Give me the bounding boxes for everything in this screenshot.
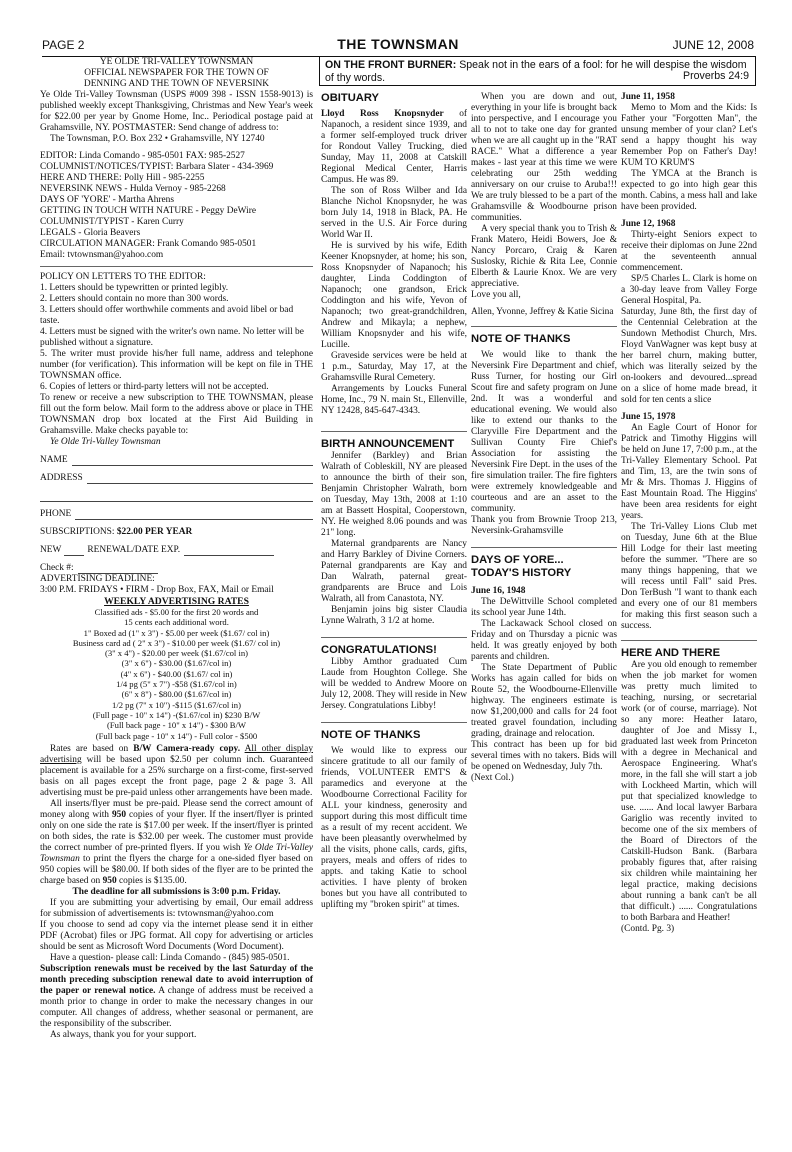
rate-line: 1/4 pg (5" x 7") -$58 ($1.67/col in) [116, 679, 237, 690]
divider [471, 547, 617, 548]
subscribe-instructions: To renew or receive a new subscription to THE TOWNSMAN, please fill out the form below. Mail form to the address above or place in THE TOWNSMAN drop box located at the First Aid Building in Grahamsville. Make checks payable to: [40, 393, 313, 436]
rates-policy: Rates are based on B/W Camera-ready copy. All other display advertising will be based upon $2.50 per column inch. Guaranteed placement is available for a 25% surcharge on a first-come, first-served basis on all pages except the front page, page 2 & page 3. All advertising must be pre-paid unless other arrangements have been made. [40, 743, 314, 798]
obituary-paragraph: Lloyd Ross Knopsnyder of Napanoch, a resident since 1939, and a former self-employed truck driver for Rondout Valley Trucking, died Sunday, May 11, 2008 at Catskill Regional Medical Center, Harris Campus. He was 89. [321, 109, 467, 185]
yore-continued: (Next Col.) [471, 773, 514, 783]
staff-here-and-there: HERE AND THERE: Polly Hill - 985-2255 [40, 173, 205, 183]
policy-item: 6. Copies of letters or third-party letters will not be accepted. [40, 382, 269, 392]
obituary-paragraph: Graveside services were be held at 1 p.m., Saturday, May 17, at the Grahamsville Rural Cemetery. [321, 351, 467, 383]
obituary-paragraph: He is survived by his wife, Edith Keener Knopsnyder, at home; his son, Ross Knopsnyder of Napanoch; his daughter, Linda Coddington of Napanoch; one grandson, Erick Coddington and his wife, Yevon of Napanoch; two great-grandchildren, Andrew and Mikayla; a nephew, William Knopsnyder and his wife, Lucille. [321, 241, 467, 350]
staff-neversink-news: NEVERSINK NEWS - Hulda Vernoy - 985-2268 [40, 184, 226, 194]
staff-nature: GETTING IN TOUCH WITH NATURE - Peggy DeWire [40, 206, 256, 216]
address-label: ADDRESS [40, 473, 83, 483]
yore-paragraph: Memo to Mom and the Kids: Is Father your "Forgotten Man", the unsung member of your clan? Let's send a happy thought his way Remember Pop on Father's Day! KUM TO KRUM'S [621, 103, 757, 168]
phone-label: PHONE [40, 509, 72, 519]
thanks-heading: NOTE OF THANKS [471, 333, 571, 345]
column-4 [621, 92, 757, 935]
column-2 [321, 92, 467, 911]
masthead-title: YE OLDE TRI-VALLEY TOWNSMAN [99, 57, 254, 67]
name-label: NAME [40, 455, 68, 465]
staff-editor: EDITOR: Linda Comando - 985-0501 FAX: 985-2527 [40, 151, 245, 161]
policy-item: 5. The writer must provide his/her full name, address and telephone number (for verification). This information will be kept on file in THE TOWNSMAN office. [40, 349, 313, 381]
congrats-heading: CONGRATULATIONS! [321, 644, 437, 656]
yore-paragraph: The Lackawack School closed on Friday and on Thursday a picnic was held. It was greatly enjoyed by both parents and children. [471, 619, 617, 662]
staff-legals: LEGALS - Gloria Beavers [40, 228, 141, 238]
check-field[interactable] [40, 556, 313, 574]
masthead-intro: Ye Olde Tri-Valley Townsman (USPS #009 398 - ISSN 1558-9013) is published weekly except Thanksgiving, Christmas and New Year's week for $22.00 per year by Gnome Home, Inc.. Periodical postage paid at Grahamsville, NY. POSTMASTER: Send change of address to: [40, 90, 313, 133]
rate-line: 1/2 pg (7" x 10") -$115 ($1.67/col in) [112, 699, 241, 710]
rate-line: Business card ad ( 2" x 3") - $10.00 per week ($1.67/ col in) [72, 637, 281, 648]
staff-typist: COLUMNIST/TYPIST - Karen Curry [40, 217, 184, 227]
yore-date: June 15, 1978 [621, 412, 676, 422]
policy-item: 2. Letters should contain no more than 300 words. [40, 294, 229, 304]
staff-days-of-yore: DAYS OF 'YORE' - Martha Ahrens [40, 195, 175, 205]
new-checkbox[interactable] [64, 555, 84, 556]
payable-to: Ye Olde Tri-Valley Townsman [50, 437, 161, 447]
yore-paragraph: Thirty-eight Seniors expect to receive their diplomas on June 22nd at the seventeenth annual commencement. [621, 230, 757, 273]
rate-line: (3" x 6") - $30.00 ($1.67/col in) [121, 658, 232, 669]
internet-policy: If you choose to send ad copy via the internet please send it in either PDF (Acrobat) files or JPG format. All copy for advertising or articles should be sent as Microsoft Word Documents (Word Document). [40, 919, 313, 952]
renewal-policy: Subscription renewals must be received by the last Saturday of the month preceding subsciption renewal date to avoid interruption of the paper or renewal notice. A change of address must be received a month prior to change in order to make the necessary changes in our computer. All changes of address, whether seasonal or permanent, are the responsibility of the subscriber. [40, 963, 314, 1029]
yore-paragraph: Saturday, June 8th, the first day of the Centennial Celebration at the Sundown Methodist Church, Mrs. Floyd VanWagner was kept busy at her barrel churn, making butter, which was literally seized by the on-lookers and devoured...spread on a slice of home made bread, it sold for ten cents a slice [621, 307, 757, 405]
rates-title: WEEKLY ADVERTISING RATES [104, 596, 249, 607]
yore-heading: DAYS OF YORE... [471, 554, 564, 566]
rate-line: 1" Boxed ad (1" x 3") - $5.00 per week ($1.67/ col in) [83, 627, 270, 638]
here-and-there-continued: (Contd. Pg. 3) [621, 924, 675, 934]
thank-you-note: As always, thank you for your support. [50, 1029, 197, 1040]
yore-paragraph: The DeWittville School completed its school year June 14th. [471, 597, 617, 618]
obituary-paragraph: Arrangements by Loucks Funeral Home, Inc., 79 N. main St., Ellenville, NY 12428, 845-647-4343. [321, 384, 467, 416]
rate-line: (Full page - 10" x 14") -($1.67/col in) $230 B/W [92, 709, 261, 720]
column-3 [471, 92, 617, 784]
address-field[interactable] [40, 466, 313, 484]
divider [321, 431, 467, 432]
subscription-price [40, 520, 313, 538]
question-contact: Have a question- please call: Linda Comando - (845) 985-0501. [50, 952, 290, 963]
renewal-label: RENEWAL/DATE EXP. [87, 545, 181, 555]
here-and-there-text: Are you old enough to remember when the job market for women was pretty much limited to teaching, nursing, or secretarial work (or of course, marriage). Not so any more: Heather Iataro, daughter of Joe and Missy I., graduated last week from Princeton with a degree in Mechanical and Aerospace Engineering. What's more, in the fall she will start a job with Lockheed Martin, which will put that specialized knowledge to use. ...... And local lawyer Barbara Gariglio was recently invited to become one of the six members of the Board of Directors of the Catskill-Hudson Bank. (Barbara probably figures that, after raising six children while maintaining her legal practice, making decisions about running a bank can't be all that difficult.) ...... Congratulations to both Barbara and Heather! [621, 660, 757, 923]
yore-date: June 16, 1948 [471, 586, 526, 596]
newspaper-page [38, 34, 758, 1144]
obituary-heading: OBITUARY [321, 92, 380, 104]
policy-title: POLICY ON LETTERS TO THE EDITOR: [40, 272, 206, 282]
yore-date: June 11, 1958 [621, 92, 675, 102]
deadline-title: ADVERTISING DEADLINE: [40, 574, 155, 584]
thanks-paragraph: When you are down and out, everything in your life is brought back into perspective, and I encourage you all to not to take one day for granted when we are all caught up in the "RAT RACE." What a difference a year makes - last year at this time we were celebrating our 25th wedding anniversary on our cruise to Aruba!!! We are truly blessed to be a part of the Grahamsville & Woodbourne prison communities. [471, 92, 617, 223]
thanks-signature: Allen, Yvonne, Jeffrey & Katie Sicina [471, 307, 614, 317]
rate-line: (6" x 8") - $80.00 ($1.67/col in) [121, 689, 232, 700]
rate-line: (Full back page - 10" x 14") - Full color - $500 [95, 730, 258, 741]
yore-paragraph: The YMCA at the Branch is expected to go into high gear this month. Cabins, a mess hall and lake have been provided. [621, 169, 757, 212]
birth-heading: BIRTH ANNOUNCEMENT [321, 438, 455, 450]
yore-subheading: TODAY'S HISTORY [471, 567, 572, 579]
thanks-closing: Love you all, [471, 290, 521, 300]
front-burner-label: ON THE FRONT BURNER: [325, 59, 457, 71]
front-burner-box [319, 56, 756, 86]
issue-date: JUNE 12, 2008 [672, 38, 754, 52]
masthead-line2: DENNING AND THE TOWN OF NEVERSINK [83, 79, 270, 89]
policy-item: 4. Letters must be signed with the writer's own name. No letter will be published without a signature. [40, 327, 304, 348]
birth-paragraph: Maternal grandparents are Nancy and Harry Barkley of Divine Corners. Paternal grandparents are Kay and Dan Walrath, paternal great-grandparents are Bruce and Lois Walrath, all from Canastota, NY. [321, 539, 467, 604]
staff-email: Email: tvtownsman@yahoo.com [40, 250, 164, 260]
policy-item: 3. Letters should offer worthwhile comments and avoid libel or bad taste. [40, 305, 294, 326]
front-burner-reference: Proverbs 24:9 [683, 70, 749, 82]
divider [321, 722, 467, 723]
masthead-column [40, 57, 313, 1041]
yore-paragraph: SP/5 Charles L. Clark is home on a 30-day leave from Valley Forge General Hospital, Pa. [621, 274, 757, 306]
rate-line: (Full back page - 10" x 14") - $300 B/W [107, 720, 246, 731]
front-burner-quote: Speak not in the ears of a fool: for he will despise the wisdom of thy words. [325, 59, 747, 84]
yore-paragraph: The Tri-Valley Lions Club met on Tuesday, June 6th at the Blue Hill Lodge for their last meeting before the summer. "There are so many things happening, that we will recess until Fall" said Pres. Don TerBush "I want to thank each and every one of our 81 members for making this first season such a success. [621, 522, 757, 631]
policy-item: 1. Letters should be typewritten or printed legibly. [40, 283, 229, 293]
thanks-paragraph: A very special thank you to Trish & Frank Matero, Heidi Bowers, Joe & Nancy Porcaro, Craig & Karen Suslosky, Richie & Rita Lee, Connie Elberth & Laurie Knox. We are very appreciative. [471, 224, 617, 289]
yore-paragraph: An Eagle Court of Honor for Patrick and Timothy Higgins will be held on June 17, 7:00 p.m., at the Tri-Valley Elementary School. Pat and Tim, 13, are the twin sons of Mr & Mrs. Thomas J. Higgins of East Mountain Road. The Higgins' have been area residents for eight years. [621, 423, 757, 521]
name-field[interactable] [40, 448, 313, 466]
phone-field[interactable] [40, 502, 313, 520]
rate-line: (3" x 4") - $20.00 per week ($1.67/col in) [104, 648, 249, 659]
page-number: PAGE 2 [42, 38, 85, 52]
check-label: Check #: [40, 563, 74, 573]
thanks-heading: NOTE OF THANKS [321, 729, 421, 741]
divider [321, 637, 467, 638]
congrats-text: Libby Amthor graduated Cum Laude from Houghton College. She will be wedded to Andrew Moore on July 12, 2008. They will reside in New Jersey. Congratulations Libby! [321, 657, 467, 711]
divider [471, 326, 617, 327]
masthead-address: The Townsman, P.O. Box 232 • Grahamsville, NY 12740 [50, 134, 265, 144]
page-header [42, 36, 754, 57]
rate-line: Classified ads - $5.00 for the first 20 words and [94, 607, 259, 617]
subscriptions-price: $22.00 PER YEAR [116, 527, 193, 537]
masthead-line1: OFFICIAL NEWSPAPER FOR THE TOWN OF [84, 68, 269, 78]
thanks-paragraph: We would like to express our sincere gratitude to all our family of friends, VOLUNTEER EMT'S & paramedics and everyone at the Woodbourne Correctional Facility for ALL your kindness, generosity and support during this most difficult time as a result of my recent accident. We have been pleasantly overwhelmed by all the visits, phone calls, cards, gifts, prayers, meals and offers of rides to appts. and taking Katie to school activities. I have plenty of broken bones but you have all contributed to uplifting my "broken spirit" at times. [321, 746, 467, 910]
here-and-there-heading: HERE AND THERE [621, 647, 721, 659]
rate-line: 15 cents each additional word. [124, 617, 229, 628]
newspaper-title: THE TOWNSMAN [337, 36, 459, 52]
insert-policy: All inserts/flyer must be pre-paid. Please send the correct amount of money along with 950 copies of your flyer. If the insert/flyer is printed only on one side the rate is $17.00 per week. If the insert/flyer is printed on both sides, the rate is $32.00 per week. The customer must provide the correct number of pre-printed flyers. If you wish Ye Olde Tri-Valley Townsman to print the flyers the charge for a one-sided flyer based on 950 copies will be $80.00. If both sides of the flyer are to be printed the charge based on 950 copies is $135.00. [40, 798, 313, 886]
new-renewal-row[interactable] [40, 538, 313, 556]
birth-paragraph: Benjamin joins big sister Claudia Lynne Walrath, 3 1/2 at home. [321, 605, 467, 626]
thanks-paragraph: We would like to thank the Neversink Fire Department and chief, Russ Turner, for hosting our Girl Scout fire and safety program on June 2nd. It was a wonderful and educational evening. We would also like to extend our thanks to the Claryville Fire Department and the Sullivan County Fire Chief's Association for assisting the Neversink Fire Dept. in the uses of the fire simulation trailer. The fire fighters were extremely knowledgeable and courteous and are an asset to the community. [471, 350, 617, 514]
birth-paragraph: Jennifer (Barkley) and Brian Walrath of Cobleskill, NY are pleased to announce the birth of their son, Benjamin Christopher Walrath, born on Tuesday, May 13th, 2008 at 1:10 am at Bassett Hospital, Cooperstown, NY. He weighed 8.06 pounds and was 21" long. [321, 451, 467, 538]
new-label: NEW [40, 545, 62, 555]
email-policy: If you are submitting your advertising by email, Our email address for submission of advertisements is: tvtownsman@yahoo.com [40, 897, 313, 919]
submission-deadline: The deadline for all submissions is 3:00 p.m. Friday. [72, 886, 281, 897]
address-line2[interactable] [40, 484, 313, 502]
yore-paragraph: This contract has been up for bid several times with no takers. Bids will be opened on Wednesday, July 7th. [471, 740, 617, 772]
deadline-text: 3:00 P.M. FRIDAYS • FIRM - Drop Box, FAX, Mail or Email [40, 585, 274, 595]
rate-line: (4" x 6") - $40.00 ($1.67/ col in) [120, 668, 233, 679]
divider [621, 640, 757, 641]
staff-columnist: COLUMNIST/NOTICES/TYPIST: Barbara Slater - 434-3969 [40, 162, 274, 172]
yore-date: June 12, 1968 [621, 219, 676, 229]
subscriptions-label: SUBSCRIPTIONS: [40, 527, 115, 537]
thanks-signature: Thank you from Brownie Troop 213, Neversink-Grahamsville [471, 515, 617, 536]
yore-paragraph: The State Department of Public Works has again called for bids on Route 52, the Woodbourne-Ellenville highway. The engineers estimate is now $1,200,000 and calls for 24 foot treated gravel foundation, including grading, drainage and relocation. [471, 663, 617, 739]
divider [40, 266, 313, 267]
rates-block [40, 596, 313, 741]
obituary-paragraph: The son of Ross Wilber and Ida Blanche Nichol Knopsnyder, he was born July 14, 1918 in Black, PA. He served in the U.S. Air Force during World War II. [321, 186, 467, 240]
staff-circulation: CIRCULATION MANAGER: Frank Comando 985-0501 [40, 239, 257, 249]
